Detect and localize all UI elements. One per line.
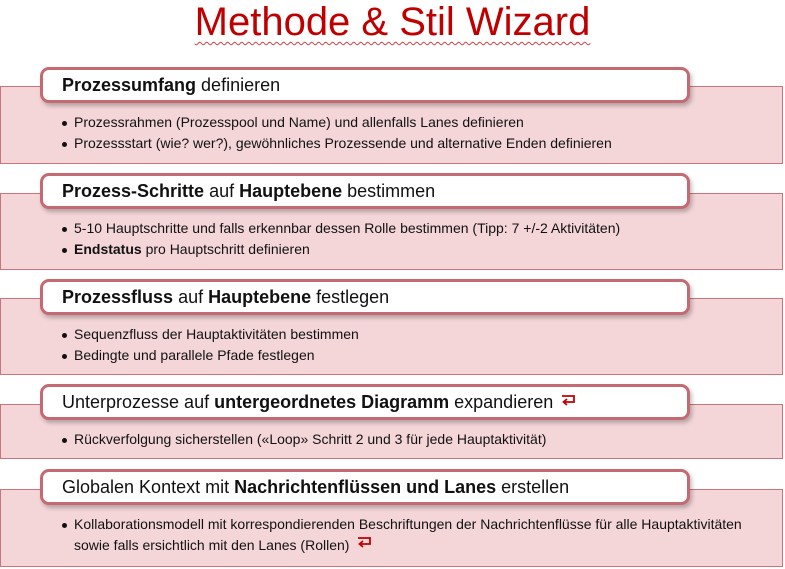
text-run: bestimmen — [342, 181, 436, 201]
text-run: Kollaborationsmodell mit korrespondierenden Beschriftungen der Nachrichtenflüsse für alle Hauptaktivitäten sowie falls ersichtlich mit den Lanes (Rollen) — [74, 516, 742, 553]
bullet-item — [62, 112, 612, 133]
text-run: definieren — [196, 75, 281, 95]
text-run: Prozessrahmen (Prozesspool und Name) und allenfalls Lanes definieren — [74, 114, 524, 130]
text-run: expandieren — [449, 392, 554, 412]
step-4-bullets — [62, 429, 546, 450]
step-5-bullets — [62, 514, 764, 556]
emphasis-text: Hauptebene — [239, 181, 343, 201]
step-3-heading — [40, 279, 690, 315]
emphasis-text: Prozess-Schritte — [62, 181, 205, 201]
text-run: auf — [173, 287, 209, 307]
emphasis-text: Endstatus — [74, 241, 142, 257]
step-5-heading — [40, 469, 690, 505]
emphasis-text: untergeordnetes Diagramm — [214, 392, 450, 412]
text-run: Unterprozesse auf — [62, 392, 215, 412]
bullet-item — [62, 429, 546, 450]
step-1-heading — [40, 67, 690, 103]
step-1-bullets — [62, 112, 612, 154]
step-3-bullets — [62, 324, 359, 366]
text-run: pro Hauptschritt definieren — [141, 241, 310, 257]
emphasis-text: Nachrichtenflüssen und Lanes — [234, 477, 497, 497]
bullet-item — [62, 345, 359, 366]
emphasis-text: Hauptebene — [208, 287, 312, 307]
bullet-item — [62, 324, 359, 345]
step-2-bullets — [62, 218, 620, 260]
bullet-item — [62, 133, 612, 154]
step-4-heading — [40, 384, 690, 420]
return-arrow-icon — [561, 394, 577, 406]
bullet-item — [62, 514, 764, 556]
page-title-text: Methode & Stil Wizard — [194, 0, 591, 44]
text-run: 5-10 Hauptschritte und falls erkennbar dessen Rolle bestimmen (Tipp: 7 +/-2 Aktivitäten) — [74, 220, 621, 236]
bullet-item — [62, 239, 620, 260]
text-run: Bedingte und parallele Pfade festlegen — [74, 347, 315, 363]
text-run: Prozessstart (wie? wer?), gewöhnliches Prozessende und alternative Enden definieren — [74, 135, 612, 151]
emphasis-text: Prozessfluss — [62, 287, 174, 307]
text-run: Rückverfolgung sicherstellen («Loop» Schritt 2 und 3 für jede Hauptaktivität) — [74, 431, 547, 447]
emphasis-text: Prozessumfang — [62, 75, 197, 95]
text-run: Globalen Kontext mit — [62, 477, 235, 497]
text-run: erstellen — [496, 477, 570, 497]
text-run: festlegen — [311, 287, 390, 307]
bullet-item — [62, 218, 620, 239]
text-run: auf — [204, 181, 240, 201]
page-title — [0, 2, 785, 52]
step-2-heading — [40, 173, 690, 209]
return-arrow-icon — [357, 536, 373, 548]
text-run: Sequenzfluss der Hauptaktivitäten bestimmen — [74, 326, 359, 342]
